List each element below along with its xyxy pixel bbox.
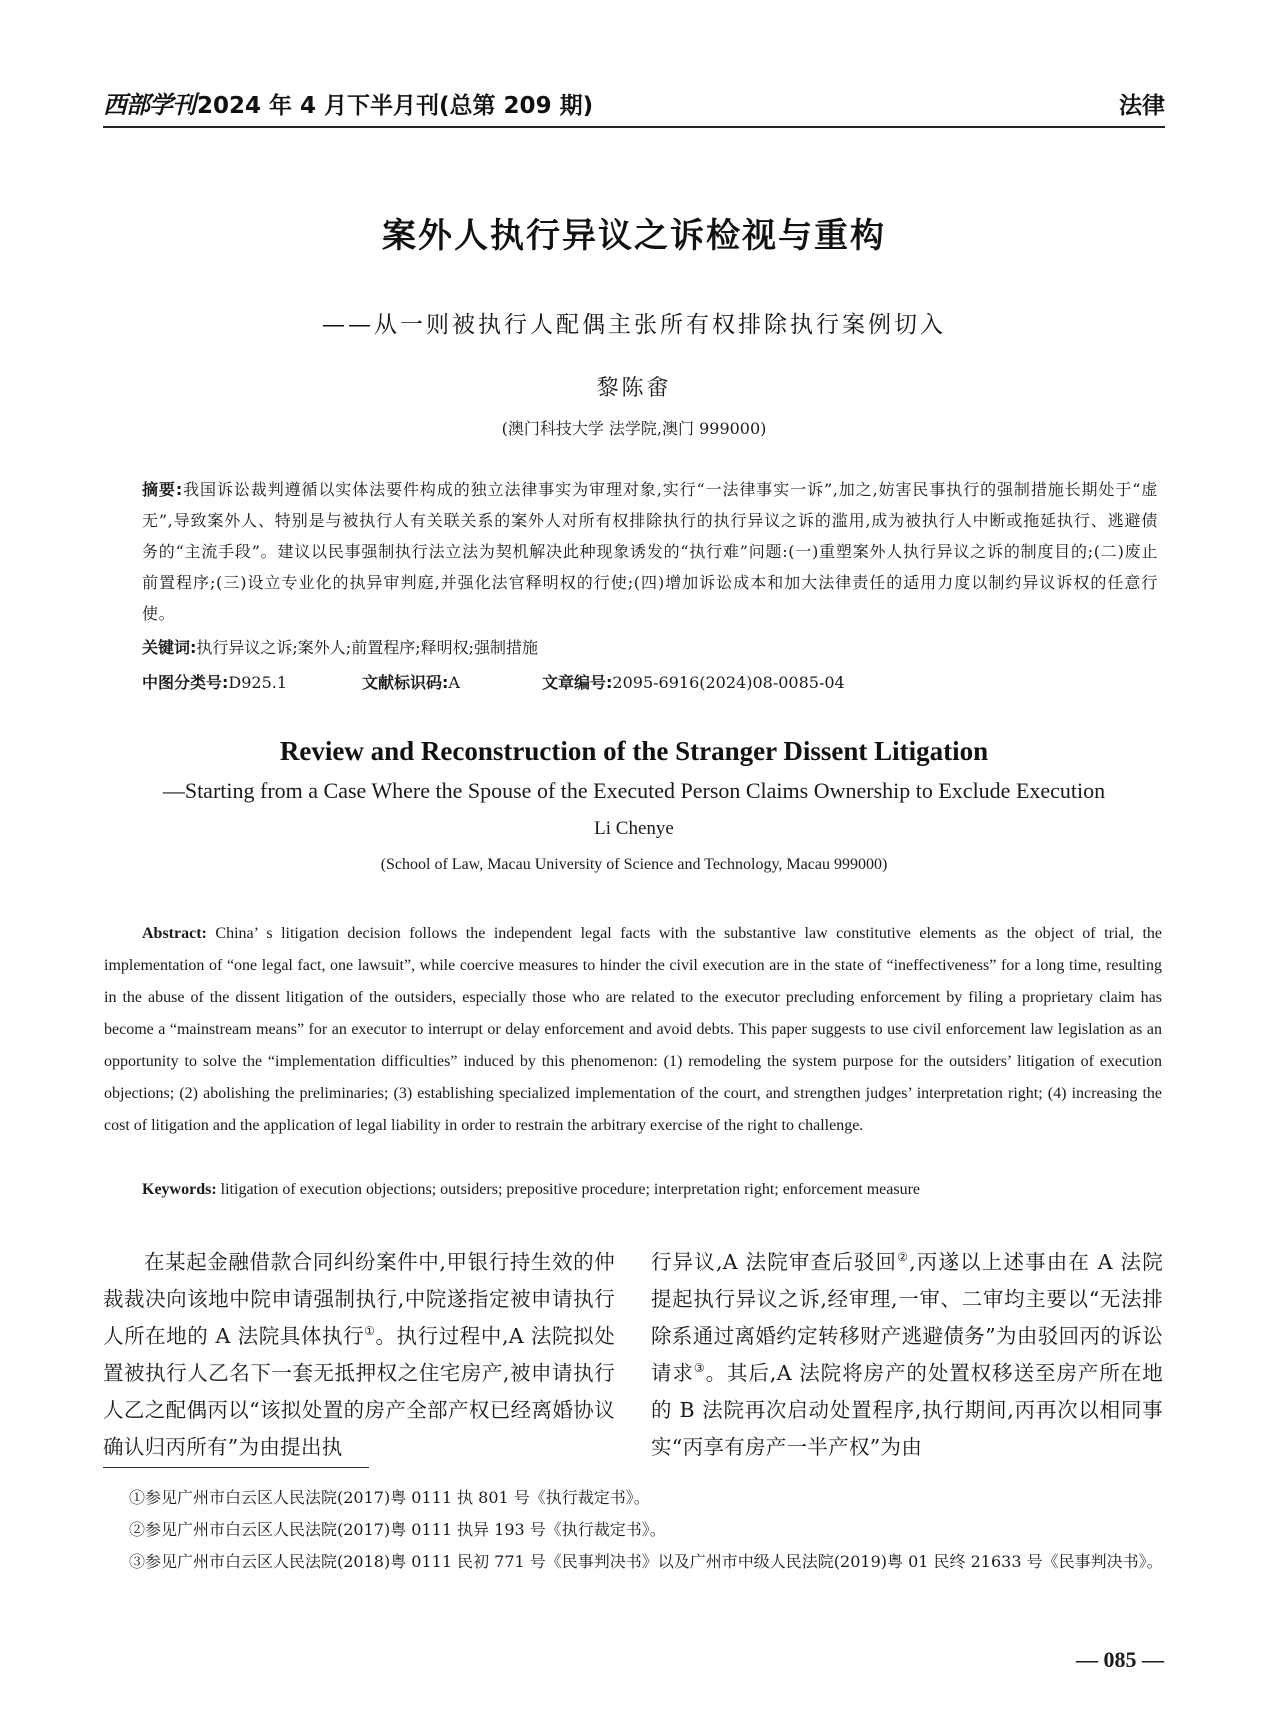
footnote-item: ①参见广州市白云区人民法院(2017)粤 0111 执 801 号《执行裁定书》。 [129,1488,650,1507]
affiliation-cn: (澳门科技大学 法学院,澳门 999000) [501,419,767,438]
article-number [542,669,845,697]
keywords-cn-label: 关键词: [142,638,197,657]
running-header-left [103,85,593,120]
keywords-en [142,1176,1162,1204]
abstract-cn-label: 摘要: [142,480,183,499]
abstract-en-text: China’ s litigation decision follows the independent legal facts with the substantive law constitutive elements as the object of trial, the implementation of “one legal fact, one lawsuit”, while coercive measures to hinder the civil execution are in the state of “ineffectiveness” for a long time, resulting in the abuse of the dissent litigation of the outsiders, especially those who are related to the executor precluding enforcement by filing a proprietary claim has become a “mainstream means” for an executor to interrupt or delay enforcement and avoid debts. This paper suggests to use civil enforcement law legislation as an opportunity to solve the “implementation difficulties” induced by this phenomenon: (1) remodeling the system purpose for the outsiders’ litigation of execution objections; (2) abolishing the preliminaries; (3) establishing specialized implementation of the court, and strengthen judges’ interpretation right; (4) increasing the cost of litigation and the application of legal liability in order to restrain the arbitrary exercise of the right to challenge. [104,925,1163,1134]
classification-line [142,669,1158,697]
footnote-ref-2[interactable]: ② [897,1250,910,1265]
keywords-cn-text: 执行异议之诉;案外人;前置程序;释明权;强制措施 [196,638,538,657]
journal-logo: 西部学刊 [103,90,195,119]
clc-value: D925.1 [228,673,288,692]
abstract-en-label: Abstract: [142,925,207,942]
keywords-en-label: Keywords: [142,1181,217,1198]
body-column-right [651,1244,1163,1466]
doc-code-label: 文献标识码: [362,673,449,692]
author-en: Li Chenye [594,818,674,839]
article-subtitle-en: —Starting from a Case Where the Spouse of the Executed Person Claims Ownership to Exclude Execution [162,778,1106,803]
page-number: — 085 — [1076,1647,1164,1672]
article-number-label: 文章编号: [542,673,613,692]
doc-code-value: A [448,673,460,692]
issue-info: 2024 年 4 月下半月刊(总第 209 期) [197,93,594,119]
body-left-text-1: 在某起金融借款合同纠纷案件中,甲银行持生效的仲裁裁决向该地中院申请强制执行,中院遂指定被申请执行人所在地的 A 法院具体执行 [103,1250,615,1348]
footnote-item: ②参见广州市白云区人民法院(2017)粤 0111 执异 193 号《执行裁定书》。 [129,1520,666,1539]
article-subtitle-cn: ——从一则被执行人配偶主张所有权排除执行案例切入 [322,312,946,338]
clc-number [142,669,362,697]
body-column-left [103,1244,615,1466]
footnote-ref-1[interactable]: ① [364,1324,376,1339]
running-header [103,86,1165,120]
abstract-en [104,918,1162,1142]
author-cn: 黎陈畬 [596,376,672,401]
clc-label: 中图分类号: [142,673,229,692]
abstract-cn [142,474,1158,629]
body-left-text-2: 。执行过程中,A 法院拟处置被执行人乙名下一套无抵押权之住宅房产,被申请执行人乙之配偶丙以“该拟处置的房产全部产权已经离婚协议确认归丙所有”为由提出执 [103,1324,615,1459]
body-right-text-1: 行异议,A 法院审查后驳回 [651,1250,898,1274]
article-number-value: 2095-6916(2024)08-0085-04 [612,673,845,692]
affiliation-en: (School of Law, Macau University of Science and Technology, Macau 999000) [380,856,888,873]
footnote-ref-3[interactable]: ③ [693,1361,706,1376]
document-code [362,669,542,697]
footnote-rule [103,1467,369,1468]
body-right-text-2: ,丙遂以上述事由在 A 法院提起执行异议之诉,经审理,一审、二审均主要以“无法排除系通过离婚约定转移财产逃避债务”为由驳回丙的诉讼请求 [651,1250,1163,1385]
footnote-item: ③参见广州市白云区人民法院(2018)粤 0111 民初 771 号《民事判决书》以及广州市中级人民法院(2019)粤 01 民终 21633 号《民事判决书》。 [129,1552,1163,1571]
footnotes [103,1482,1164,1578]
keywords-en-text: litigation of execution objections; outsiders; prepositive procedure; interpretation right; enforcement measure [220,1181,920,1198]
body-right-text-3: 。其后,A 法院将房产的处置权移送至房产所在地的 B 法院再次启动处置程序,执行期间,丙再次以相同事实“丙享有房产一半产权”为由 [651,1361,1163,1459]
header-rule [103,126,1165,128]
article-title-cn: 案外人执行异议之诉检视与重构 [382,216,886,256]
article-title-en: Review and Reconstruction of the Stranger Dissent Litigation [279,736,989,766]
keywords-cn [142,634,1158,662]
abstract-cn-text: 我国诉讼裁判遵循以实体法要件构成的独立法律事实为审理对象,实行“一法律事实一诉”,加之,妨害民事执行的强制措施长期处于“虚无”,导致案外人、特别是与被执行人有关联关系的案外人对所有权排除执行的执行异议之诉的滥用,成为被执行人中断或拖延执行、逃避债务的“主流手段”。建议以民事强制执行法立法为契机解决此种现象诱发的“执行难”问题:(一)重塑案外人执行异议之诉的制度目的;(二)废止前置程序;(三)设立专业化的执异审判庭,并强化法官释明权的行使;(四)增加诉讼成本和加大法律责任的适用力度以制约异议诉权的任意行使。 [142,480,1158,623]
section-name: 法律 [1119,93,1165,119]
